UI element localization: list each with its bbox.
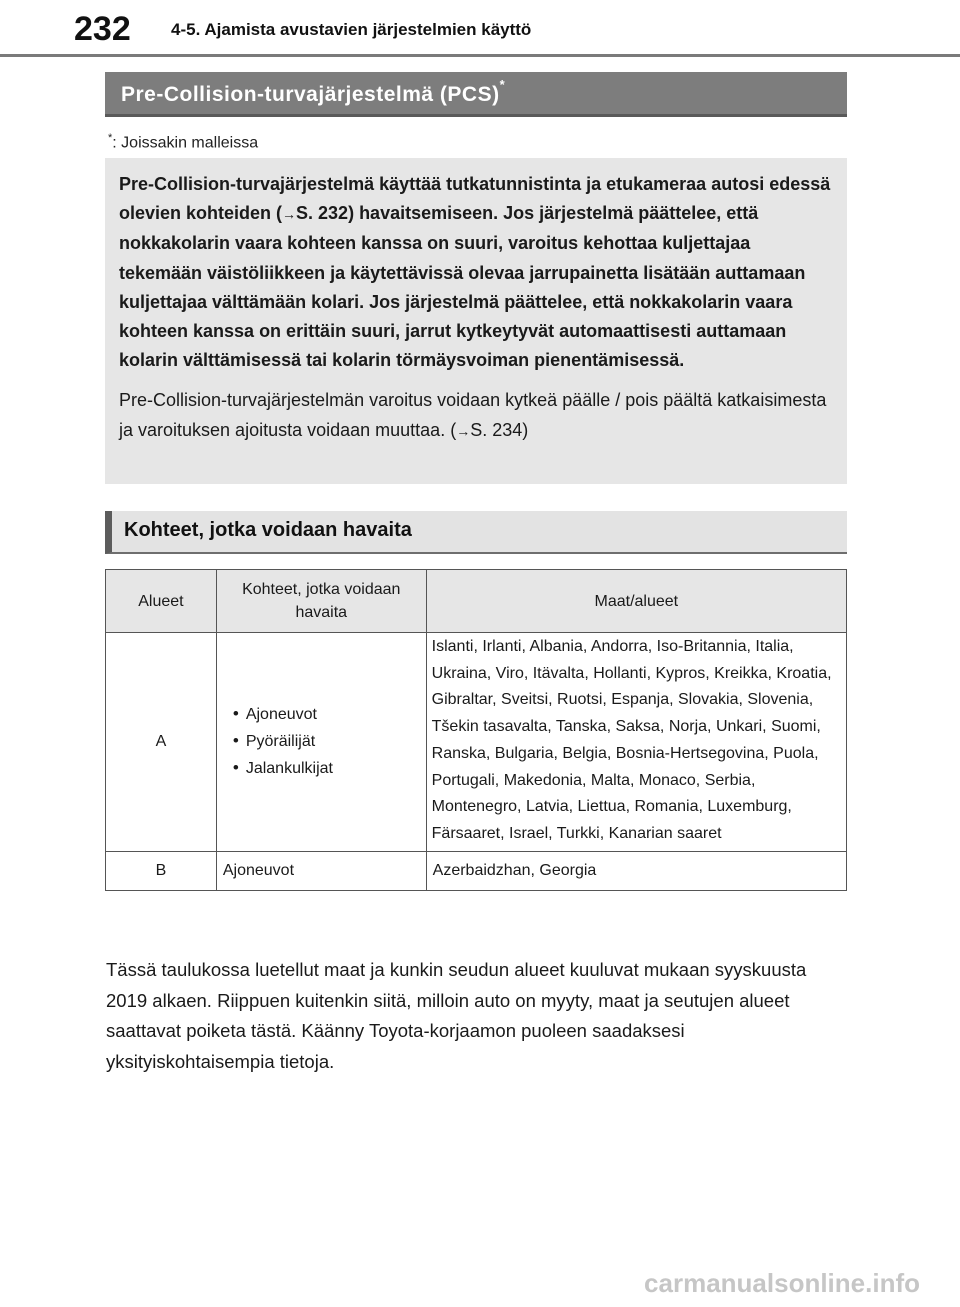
- list-item: • Pyöräilijät: [233, 728, 420, 755]
- pcs-title: Pre-Collision-turvajärjestelmä (PCS): [121, 83, 500, 106]
- detectable-table: [105, 569, 847, 891]
- region-cell: B: [106, 851, 217, 890]
- availability-note: Tässä taulukossa luetellut maat ja kunkin seudun alueet kuuluvat mukaan syyskuusta 2019 alkaen. Riippuen kuitenkin siitä, milloin auto on myyty, maat ja seutujen alueet saattavat poiketa tästä. Käänny Toyota-korjaamon puoleen saadaksesi yksityiskohtaisempia tietoja.: [106, 959, 807, 1072]
- countries-cell: Islanti, Irlanti, Albania, Andorra, Iso-Britannia, Italia, Ukraina, Viro, Itävalta, Hollanti, Kypros, Kreikka, Kroatia, Gibraltar, Sveitsi, Ruotsi, Espanja, Slovakia, Slovenia, Tšekin tasavalta, Tanska, Saksa, Norja, Unkari, Suomi, Ranska, Bulgaria, Belgia, Bosnia-Hertsegovina, Puola, Portugali, Makedonia, Malta, Monaco, Serbia, Montenegro, Latvia, Liettua, Romania, Luxemburg, Färsaaret, Israel, Turkki, Kanarian saaret: [426, 633, 846, 852]
- arrow-ref-icon: →: [456, 422, 471, 439]
- table-row: [106, 633, 847, 852]
- intro-box: [105, 158, 847, 484]
- pcs-title-mark: *: [499, 77, 506, 92]
- footnote-text: : Joissakin malleissa: [112, 134, 259, 152]
- column-header: Maat/alueet: [426, 570, 846, 633]
- intro-bold-paragraph: [119, 170, 831, 375]
- objects-list: [223, 701, 420, 782]
- column-header: Kohteet, jotka voidaan havaita: [216, 570, 426, 633]
- detectable-heading-text: Kohteet, jotka voidaan havaita: [124, 519, 412, 541]
- page-number: 232: [74, 10, 131, 48]
- intro-normal-ref: S. 234): [470, 419, 529, 440]
- footnote: [108, 132, 258, 152]
- intro-bold-part-1: Pre-Collision-turvajärjestelmä käyttää tutkatunnistinta ja etukameraa autosi edessä olevien kohteiden (: [119, 174, 831, 224]
- detectable-heading: [105, 511, 847, 554]
- footnote-mark: *: [108, 132, 113, 144]
- objects-cell: Ajoneuvot: [216, 851, 426, 890]
- column-header: Alueet: [106, 570, 217, 633]
- intro-bold-part-2: S. 232) havaitsemiseen. Jos järjestelmä päättelee, että nokkakolarin vaara kohteen kanssa on suuri, varoitus kehottaa kuljettajaa tekemään väistöliikkeen ja käytettävissä olevaa jarrupainetta lisätään auttamaan kuljettajaa välttämään kolari. Jos järjestelmä päättelee, että nokkakolarin vaara kohteen kanssa on erittäin suuri, jarrut kytkeytyvät automaattisesti auttamaan kolarin välttämisessä tai kolarin törmäysvoiman pienentämisessä.: [119, 203, 806, 371]
- arrow-ref-icon: →: [282, 206, 297, 223]
- region-cell: A: [106, 633, 217, 852]
- list-item: • Jalankulkijat: [233, 755, 420, 782]
- table-row: [106, 851, 847, 890]
- table-header-row: [106, 570, 847, 633]
- pcs-heading: [105, 72, 847, 117]
- watermark: carmanualsonline.info: [644, 1268, 920, 1298]
- objects-cell: [216, 633, 426, 852]
- header-divider: [0, 54, 960, 57]
- section-title: 4-5. Ajamista avustavien järjestelmien käyttö: [171, 20, 532, 39]
- pcs-heading-text: [121, 77, 506, 107]
- intro-normal-text: Pre-Collision-turvajärjestelmän varoitus voidaan kytkeä päälle / pois päältä katkaisimesta ja varoituksen ajoitusta voidaan muuttaa. (: [119, 390, 827, 440]
- countries-cell: Azerbaidzhan, Georgia: [426, 851, 846, 890]
- intro-normal-paragraph: [119, 386, 831, 446]
- list-item: • Ajoneuvot: [233, 701, 420, 728]
